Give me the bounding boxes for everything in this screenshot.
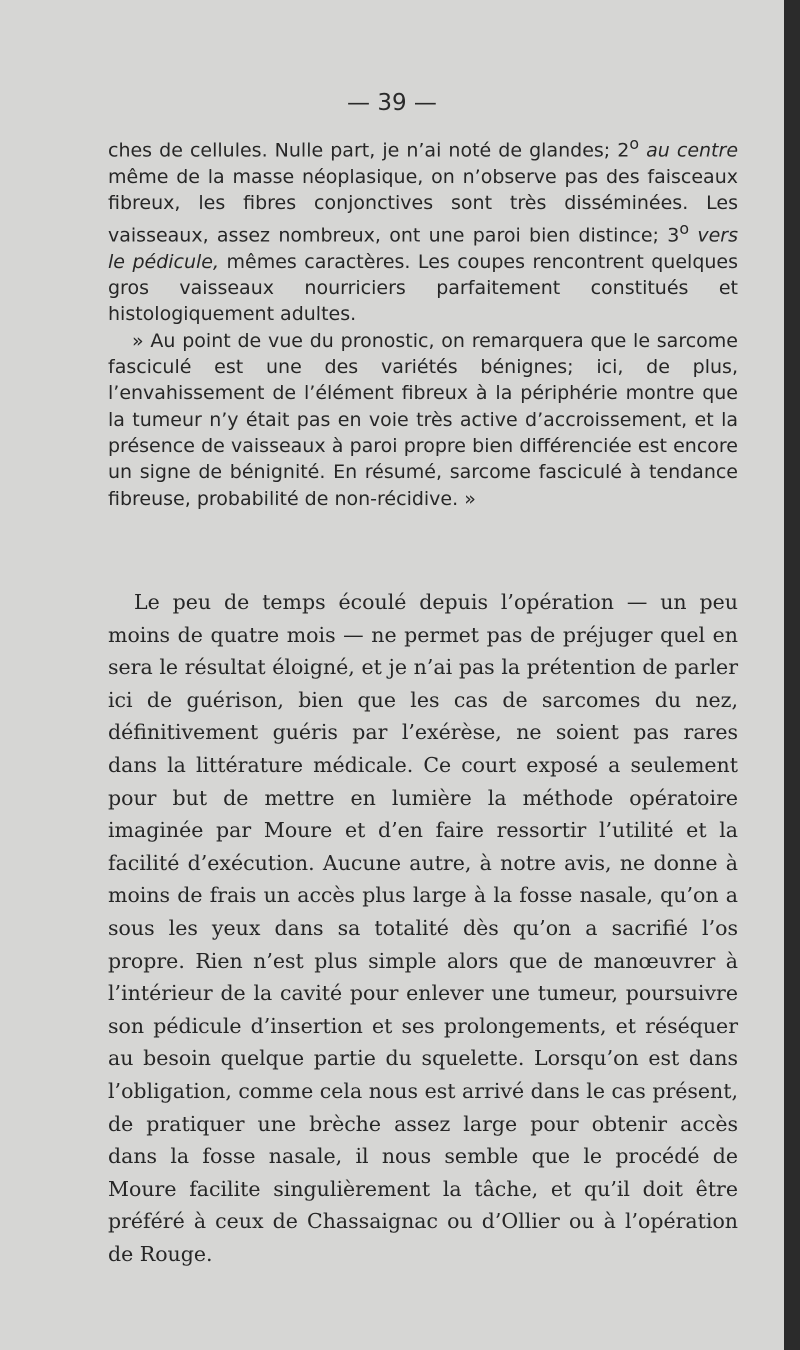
paragraph-histology-part2: même de la masse néoplasique, on n’observe pas des faisceaux fibreux, les fibres conjonctives sont très disséminées. Les vaisseaux, assez nombreux, ont une paroi bien distince; 3 xyxy=(108,165,738,247)
paragraph-prognosis: » Au point de vue du pronostic, on remarquera que le sarcome fasciculé est une des variétés bénignes; ici, de plus, l’envahissement de l’élément fibreux à la périphérie montre que la tumeur n’y était pas en voie très active d’accroissement, et la présence de vaisseaux à paroi propre bien différenciée est encore un signe de bénignité. En résumé, sarcome fasciculé à tendance fibreuse, probabilité de non-récidive. » xyxy=(108,329,738,510)
paragraph-histology-part1: ches de cellules. Nulle part, je n’ai noté de glandes; 2 xyxy=(108,139,630,162)
paragraph-conclusion: Le peu de temps écoulé depuis l’opération — un peu moins de quatre mois — ne permet pas de préjuger quel en sera le résultat éloigné, et je n’ai pas la prétention de parler ici de guérison, bien que les cas de sarcomes du nez, définitivement guéris par l’exérèse, ne soient pas rares dans la littérature médicale. Ce court exposé a seulement pour but de mettre en lumière la méthode opératoire imaginée par Moure et d’en faire ressortir l’utilité et la facilité d’exécution. Aucune autre, à notre avis, ne donne à moins de frais un accès plus large à la fosse nasale, qu’on a sous les yeux dans sa totalité dès qu’on a sacrifié l’os propre. Rien n’est plus simple alors que de manœuvrer à l’intérieur de la cavité pour enlever une tumeur, poursuivre son pédicule d’insertion et ses prolongements, et réséquer au besoin quelque partie du squelette. Lorsqu’on est dans l’obligation, comme cela nous est arrivé dans le cas présent, de pratiquer une brèche assez large pour obtenir accès dans la fosse nasale, il nous semble que le procédé de Moure facilite singulièrement la tâche, et qu’il doit être préféré à ceux de Chassaignac ou d’Ollier ou à l’opération de Rouge. xyxy=(108,590,738,1266)
conclusion-block xyxy=(108,586,738,1270)
scan-edge xyxy=(784,0,800,1350)
ordinal-marker-2: o xyxy=(629,134,640,153)
ordinal-marker-3: o xyxy=(679,219,690,239)
pathology-report-block xyxy=(108,131,738,512)
paragraph-histology-part3: mêmes caractères. Les coupes rencontrent quelques gros vaisseaux nourriciers parfaitement constitués et histologiquement adultes. xyxy=(108,250,739,326)
page-number: — 39 — xyxy=(347,90,437,116)
paragraph-histology xyxy=(108,131,738,328)
italic-au-centre: au centre xyxy=(646,139,739,162)
italic-vers-le-pedicule: vers le pédicule, xyxy=(108,224,738,273)
